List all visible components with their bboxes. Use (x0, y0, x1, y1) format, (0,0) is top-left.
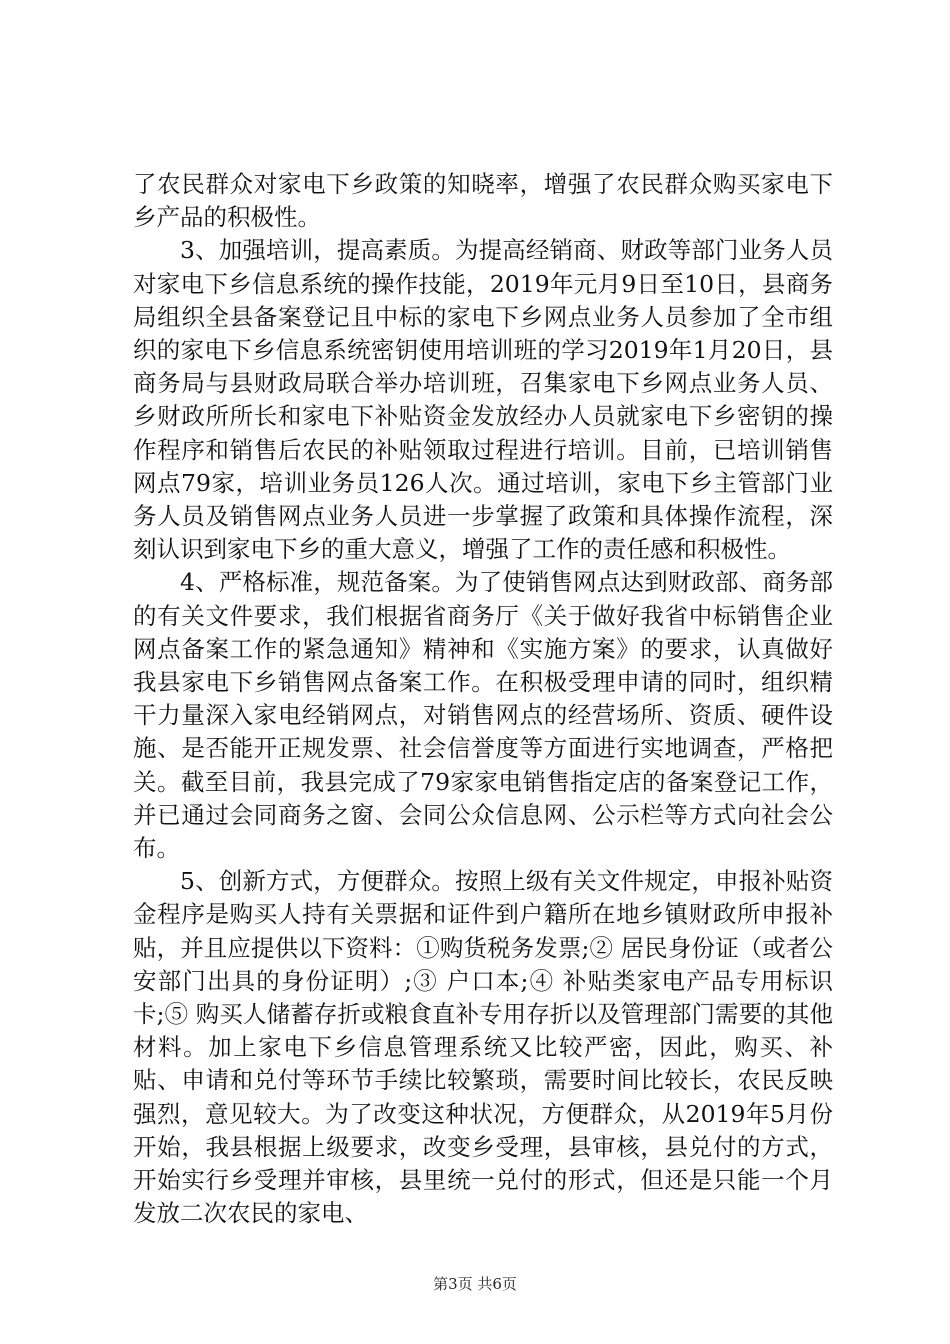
page-number-footer: 第3页 共6页 (433, 1275, 517, 1293)
paragraph-continuation: 了农民群众对家电下乡政策的知晓率，增强了农民群众购买家电下乡产品的积极性。 (133, 170, 833, 232)
paragraph-registration: 4、严格标准，规范备案。为了使销售网点达到财政部、商务部的有关文件要求，我们根据省商务厅《关于做好我省中标销售企业网点备案工作的紧急通知》精神和《实施方案》的要求，认真做好我县家电下乡销售网点备案工作。在积极受理申请的同时，组织精干力量深入家电经销网点，对销售网点的经营场所、资质、硬件设施、是否能开正规发票、社会信誉度等方面进行实地调查，严格把关。截至目前，我县完成了79家家电销售指定店的备案登记工作，并已通过会同商务之窗、会同公众信息网、公示栏等方式向社会公布。 (133, 568, 833, 863)
paragraph-innovation: 5、创新方式，方便群众。按照上级有关文件规定，申报补贴资金程序是购买人持有关票据和证件到户籍所在地乡镇财政所申报补贴，并且应提供以下资料：①购货税务发票;② 居民身份证（或者公安部门出具的身份证明）;③ 户口本;④ 补贴类家电产品专用标识卡;⑤ 购买人储蓄存折或粮食直补专用存折以及管理部门需要的其他材料。加上家电下乡信息管理系统又比较严密，因此，购买、补贴、申请和兑付等环节手续比较繁琐，需要时间比较长，农民反映强烈，意见较大。为了改变这种状况，方便群众，从2019年5月份开始，我县根据上级要求，改变乡受理，县审核，县兑付的方式，开始实行乡受理并审核，县里统一兑付的形式，但还是只能一个月发放二次农民的家电、 (133, 867, 833, 1228)
document-body (133, 168, 833, 1231)
paragraph-training: 3、加强培训，提高素质。为提高经销商、财政等部门业务人员对家电下乡信息系统的操作技能，2019年元月9日至10日，县商务局组织全县备案登记且中标的家电下乡网点业务人员参加了全市组织的家电下乡信息系统密钥使用培训班的学习2019年1月20日，县商务局与县财政局联合举办培训班，召集家电下乡网点业务人员、乡财政所所长和家电下补贴资金发放经办人员就家电下乡密钥的操作程序和销售后农民的补贴领取过程进行培训。目前，已培训销售网点79家，培训业务员126人次。通过培训，家电下乡主管部门业务人员及销售网点业务人员进一步掌握了政策和具体操作流程，深刻认识到家电下乡的重大意义，增强了工作的责任感和积极性。 (133, 236, 833, 564)
